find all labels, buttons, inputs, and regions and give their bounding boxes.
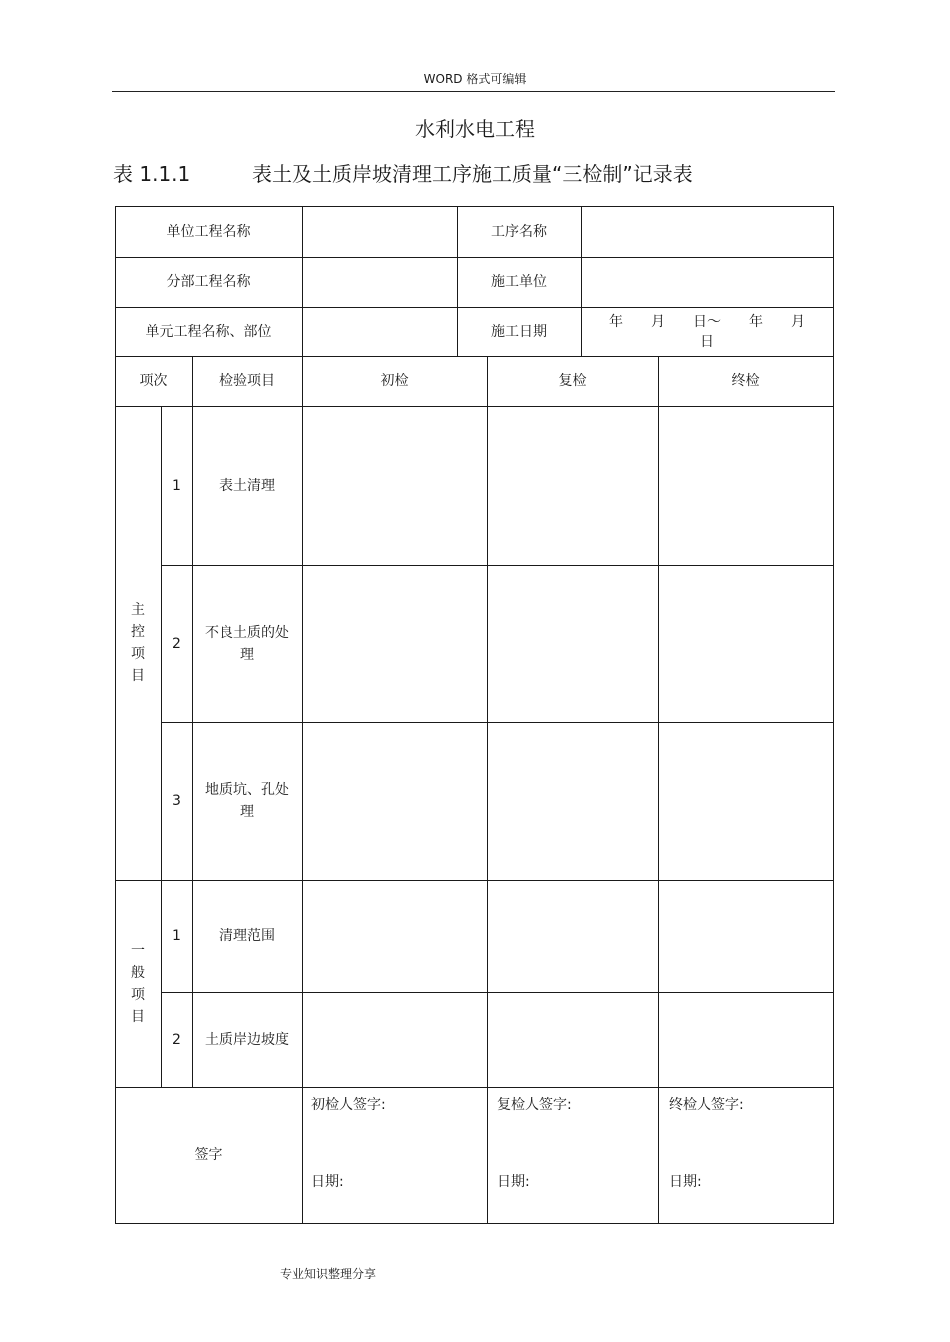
unit-project-label: 单位工程名称 xyxy=(166,223,251,240)
page-footer-text: 专业知识整理分享 xyxy=(280,1267,377,1281)
col-header-first-check: 初检 xyxy=(380,373,409,389)
general-item-1-final-check[interactable] xyxy=(658,880,833,992)
page-header-text: WORD 格式可编辑 xyxy=(423,72,527,86)
main-item-2-no: 2 xyxy=(172,635,181,652)
element-project-label: 单元工程名称、部位 xyxy=(145,323,272,340)
main-item-3-second-check[interactable] xyxy=(487,722,658,880)
main-item-3-final-check[interactable] xyxy=(658,722,833,880)
contractor-label: 施工单位 xyxy=(491,274,547,290)
final-signer-label: 终检人签字: xyxy=(669,1097,744,1113)
date-line-2: 日 xyxy=(700,333,714,350)
date-line-1: 年 月 日～ 年 月 xyxy=(609,313,805,330)
col-header-second-check: 复检 xyxy=(558,373,587,389)
signature-label: 签字 xyxy=(194,1147,223,1163)
process-name-field[interactable] xyxy=(581,206,833,257)
second-signer-date-label: 日期: xyxy=(497,1174,530,1190)
project-title: 水利水电工程 xyxy=(415,117,535,141)
element-project-field[interactable] xyxy=(302,307,457,356)
general-item-1-name: 清理范围 xyxy=(219,928,275,944)
construction-date-label: 施工日期 xyxy=(491,323,547,340)
general-item-1-no: 1 xyxy=(172,928,181,944)
main-item-3-first-check[interactable] xyxy=(302,722,487,880)
header-divider xyxy=(112,91,835,92)
main-item-1-final-check[interactable] xyxy=(658,406,833,565)
contractor-field[interactable] xyxy=(581,257,833,307)
main-item-1-name: 表土清理 xyxy=(219,477,275,494)
general-item-1-first-check[interactable] xyxy=(302,880,487,992)
main-item-2-final-check[interactable] xyxy=(658,565,833,722)
table-title: 表土及土质岸坡清理工序施工质量“三检制”记录表 xyxy=(252,162,693,186)
general-item-2-no: 2 xyxy=(172,1031,181,1048)
main-item-3-no: 3 xyxy=(172,793,181,809)
col-header-final-check: 终检 xyxy=(731,373,760,389)
final-signer-date-label: 日期: xyxy=(669,1174,702,1190)
general-item-2-final-check[interactable] xyxy=(658,992,833,1087)
general-item-2-first-check[interactable] xyxy=(302,992,487,1087)
first-signer-date-label: 日期: xyxy=(311,1174,344,1190)
table-number: 表 1.1.1 xyxy=(113,162,191,186)
table-border-bottom xyxy=(115,1223,834,1224)
main-item-1-second-check[interactable] xyxy=(487,406,658,565)
main-item-2-first-check[interactable] xyxy=(302,565,487,722)
main-control-label: 主控项目 xyxy=(130,602,145,684)
main-item-1-no: 1 xyxy=(172,477,181,494)
division-project-label: 分部工程名称 xyxy=(166,274,251,290)
unit-project-field[interactable] xyxy=(302,206,457,257)
col-header-item-no: 项次 xyxy=(139,373,168,389)
general-item-2-name: 土质岸边坡度 xyxy=(205,1031,289,1048)
division-project-field[interactable] xyxy=(302,257,457,307)
main-item-1-first-check[interactable] xyxy=(302,406,487,565)
main-item-3-name: 地质坑、孔处理 xyxy=(205,782,289,820)
general-items-label: 一般项目 xyxy=(130,942,145,1025)
first-signer-label: 初检人签字: xyxy=(311,1097,386,1113)
table-border-right xyxy=(833,206,834,1223)
process-name-label: 工序名称 xyxy=(491,223,547,240)
second-signer-label: 复检人签字: xyxy=(497,1097,572,1113)
main-item-2-second-check[interactable] xyxy=(487,565,658,722)
general-item-2-second-check[interactable] xyxy=(487,992,658,1087)
col-header-check-item: 检验项目 xyxy=(219,373,275,389)
general-item-1-second-check[interactable] xyxy=(487,880,658,992)
main-item-2-name: 不良土质的处理 xyxy=(205,624,289,663)
construction-date-field[interactable] xyxy=(581,307,833,356)
